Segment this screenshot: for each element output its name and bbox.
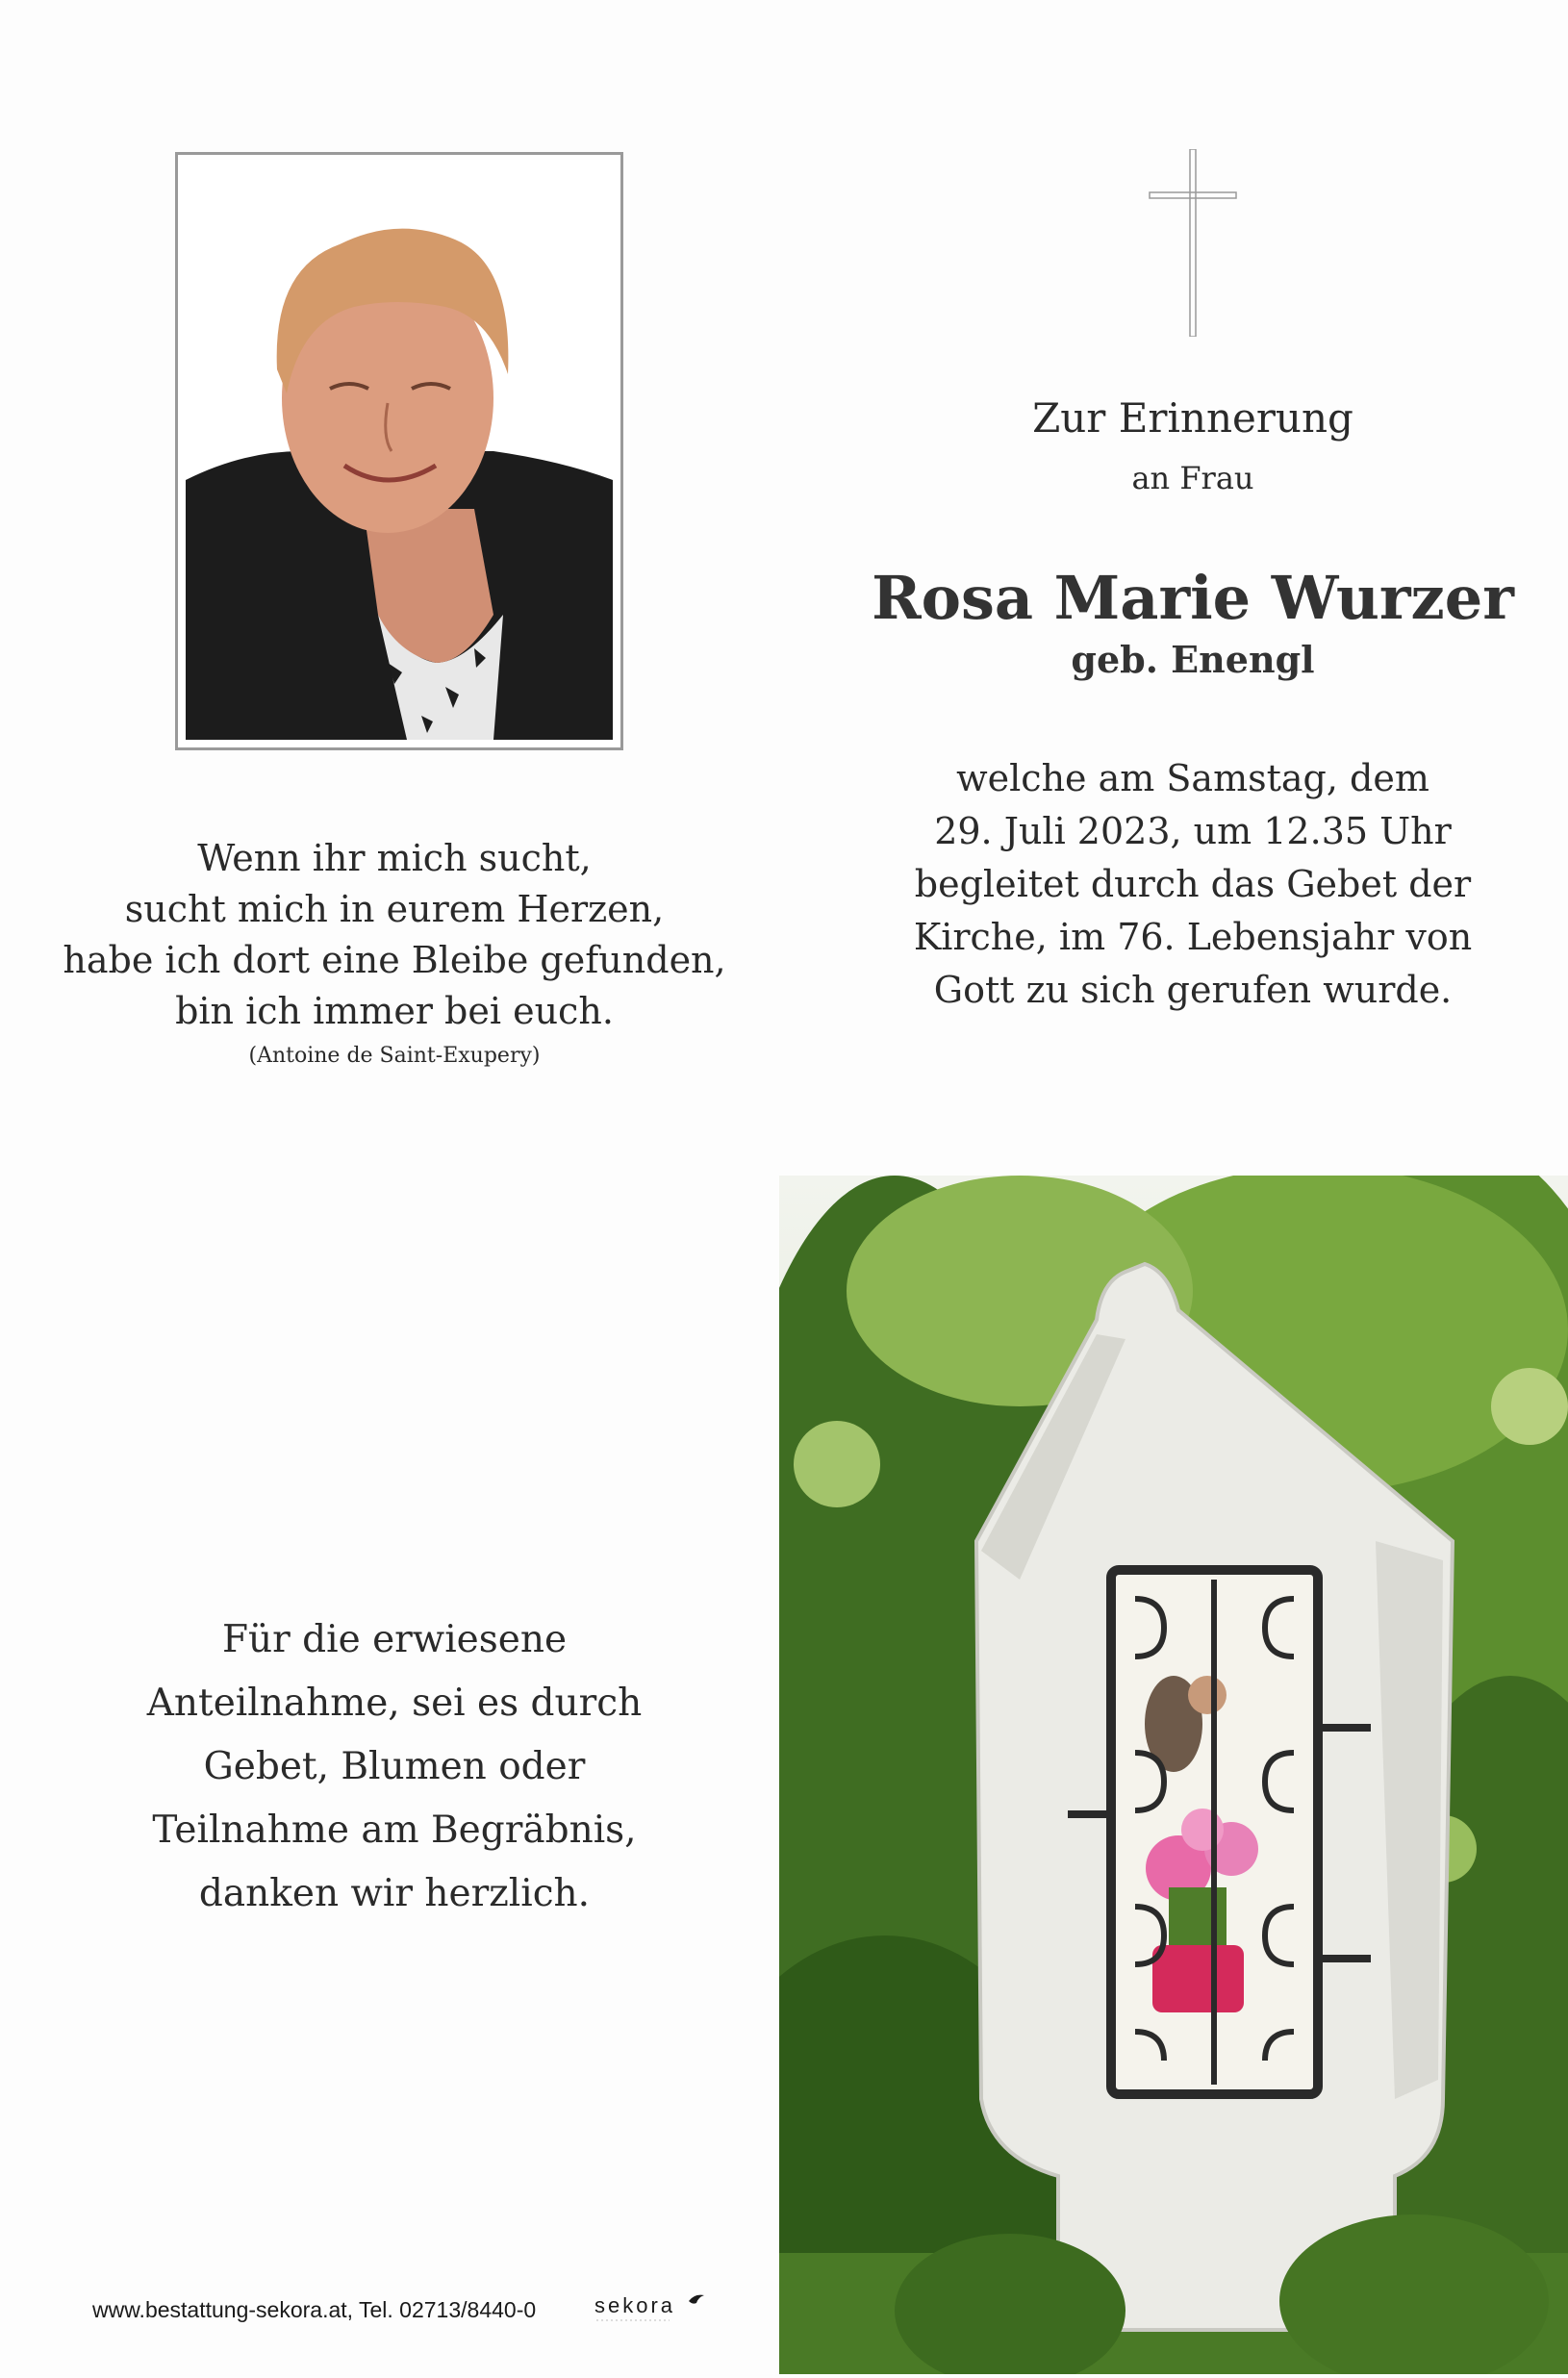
- thanks-line: danken wir herzlich.: [198, 1872, 591, 1915]
- deceased-name: Rosa Marie Wurzer: [872, 563, 1514, 633]
- footer-contact: www.bestattung-sekora.at, Tel. 02713/8440-0: [92, 2297, 537, 2322]
- salutation: an Frau: [1131, 460, 1254, 496]
- death-notice-line: begleitet durch das Gebet der: [914, 863, 1472, 905]
- footer: [92, 2293, 766, 2326]
- death-notice-line: Kirche, im 76. Lebensjahr von: [913, 916, 1473, 958]
- quote-block: [58, 833, 731, 1075]
- portrait-photo-frame: [175, 152, 623, 750]
- death-notice-line: 29. Juli 2023, um 12.35 Uhr: [934, 810, 1452, 852]
- portrait-photo: [186, 163, 613, 740]
- thanks-line: Gebet, Blumen oder: [203, 1745, 586, 1788]
- death-notice-line: welche am Samstag, dem: [956, 757, 1429, 799]
- bird-icon: [689, 2295, 704, 2304]
- quote-line: Wenn ihr mich sucht,: [197, 837, 592, 879]
- quote-line: bin ich immer bei euch.: [175, 990, 614, 1032]
- quote-line: sucht mich in eurem Herzen,: [124, 888, 665, 930]
- birth-name: geb. Enengl: [1071, 638, 1315, 681]
- quote-line: habe ich dort eine Bleibe gefunden,: [63, 939, 726, 981]
- sekora-logo: [593, 2288, 708, 2330]
- thanks-line: Teilnahme am Begräbnis,: [152, 1809, 637, 1852]
- death-notice-line: Gott zu sich gerufen wurde.: [933, 969, 1453, 1011]
- quote-author: (Antoine de Saint-Exupery): [248, 1044, 541, 1068]
- cross-icon: [1145, 149, 1241, 337]
- thanks-line: Anteilnahme, sei es durch: [146, 1682, 643, 1725]
- thanks-block: [58, 1608, 731, 1926]
- death-notice: [895, 752, 1491, 1017]
- in-memory-heading: Zur Erinnerung: [1032, 394, 1353, 442]
- wayside-shrine-photo: [779, 1176, 1568, 2374]
- svg-text:sekora: sekora: [594, 2293, 676, 2317]
- thanks-line: Für die erwiesene: [221, 1618, 568, 1661]
